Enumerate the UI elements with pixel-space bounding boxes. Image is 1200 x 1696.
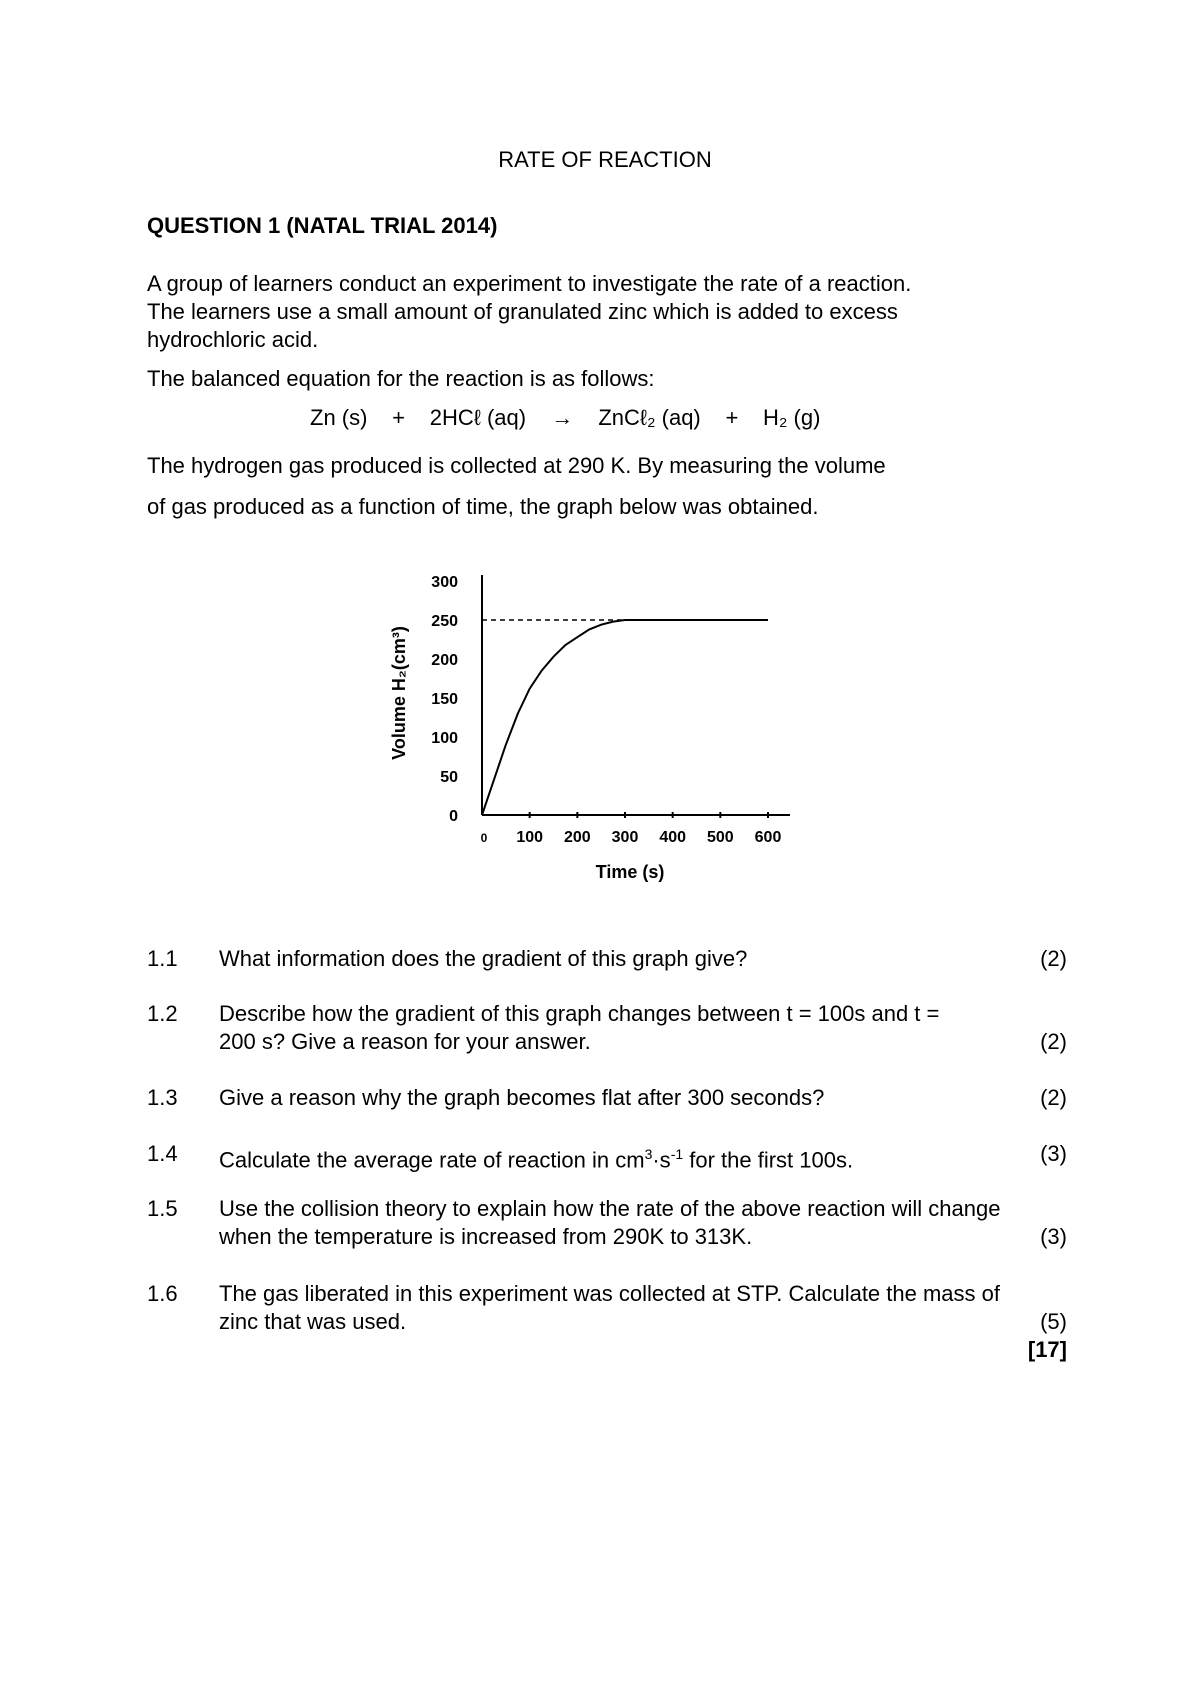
y-tick-label: 300 <box>431 574 458 591</box>
question-text-part: ·s <box>652 1147 671 1173</box>
intro-line: The learners use a small amount of granulated zinc which is added to excess <box>147 299 898 324</box>
unit-exponent: 3 <box>644 1146 653 1162</box>
question-number: 1.3 <box>147 1085 178 1110</box>
eq-arrow: → <box>551 405 574 430</box>
equation-intro: The balanced equation for the reaction is as follows: <box>147 366 655 391</box>
question-marks: (2) <box>1040 1029 1067 1054</box>
balanced-equation <box>310 405 820 431</box>
graph-intro <box>147 445 1047 527</box>
y-axis-label: Volume H₂(cm³) <box>389 626 409 760</box>
intro-line: A group of learners conduct an experiment to investigate the rate of a reaction. <box>147 271 912 296</box>
question-number: 1.1 <box>147 946 178 971</box>
x-tick-label: 0 <box>480 831 488 845</box>
volume-time-graph <box>370 560 800 890</box>
y-tick-label: 0 <box>449 808 458 825</box>
series-line <box>482 620 768 815</box>
x-tick-label: 300 <box>611 829 639 846</box>
question-marks: (5) <box>1040 1309 1067 1334</box>
graph-intro-line: of gas produced as a function of time, the graph below was obtained. <box>147 494 819 519</box>
question-heading: QUESTION 1 (NATAL TRIAL 2014) <box>147 213 498 238</box>
question-text-part: for the first 100s. <box>683 1147 854 1173</box>
unit-exponent: -1 <box>670 1146 684 1162</box>
y-tick-label: 100 <box>431 730 458 747</box>
page-title: RATE OF REACTION <box>498 147 712 172</box>
eq-plus: + <box>392 405 405 430</box>
y-tick-label: 200 <box>431 652 458 669</box>
question-number: 1.2 <box>147 1001 178 1026</box>
question-text: Describe how the gradient of this graph changes between t = 100s and t = 200 s? Give a reason for your answer. <box>219 1001 940 1054</box>
question-text-part: Calculate the average rate of reaction in cm <box>219 1147 645 1173</box>
y-tick-label: 250 <box>431 613 458 630</box>
x-tick-label: 400 <box>659 829 687 846</box>
question-number: 1.4 <box>147 1141 178 1166</box>
eq-product-h2: H₂ (g) <box>763 405 821 430</box>
total-marks: [17] <box>1027 1337 1067 1362</box>
graph-intro-line: The hydrogen gas produced is collected at 290 K. By measuring the volume <box>147 453 886 478</box>
x-tick-label: 100 <box>516 829 544 846</box>
question-text <box>219 1140 999 1174</box>
question-marks: (2) <box>1040 946 1067 971</box>
question-number: 1.6 <box>147 1281 178 1306</box>
question-marks: (3) <box>1040 1141 1067 1166</box>
question-marks: (3) <box>1040 1224 1067 1249</box>
eq-reactant-zn: Zn (s) <box>310 405 368 430</box>
question-text: What information does the gradient of this graph give? <box>219 946 748 971</box>
question-marks: (2) <box>1040 1085 1067 1110</box>
eq-plus: + <box>725 405 739 430</box>
question-number: 1.5 <box>147 1196 178 1221</box>
x-tick-label: 200 <box>563 829 591 846</box>
eq-product-zncl2: ZnCℓ₂ (aq) <box>598 405 701 430</box>
y-tick-label: 50 <box>440 769 458 786</box>
intro-line: hydrochloric acid. <box>147 327 319 352</box>
chart-axes <box>482 575 790 815</box>
question-text: Use the collision theory to explain how the rate of the above reaction will change when the temperature is increased from 290K to 313K. <box>219 1196 1001 1249</box>
x-axis-label: Time (s) <box>595 862 665 882</box>
question-text: The gas liberated in this experiment was collected at STP. Calculate the mass of zinc that was used. <box>219 1281 1000 1334</box>
x-tick-label: 500 <box>706 829 734 846</box>
chart-ticks <box>431 574 781 846</box>
intro-paragraph <box>147 270 1047 354</box>
y-tick-label: 150 <box>431 691 458 708</box>
question-text: Give a reason why the graph becomes flat after 300 seconds? <box>219 1085 825 1110</box>
x-tick-label: 600 <box>754 829 782 846</box>
eq-reactant-hcl: 2HCℓ (aq) <box>429 405 527 430</box>
